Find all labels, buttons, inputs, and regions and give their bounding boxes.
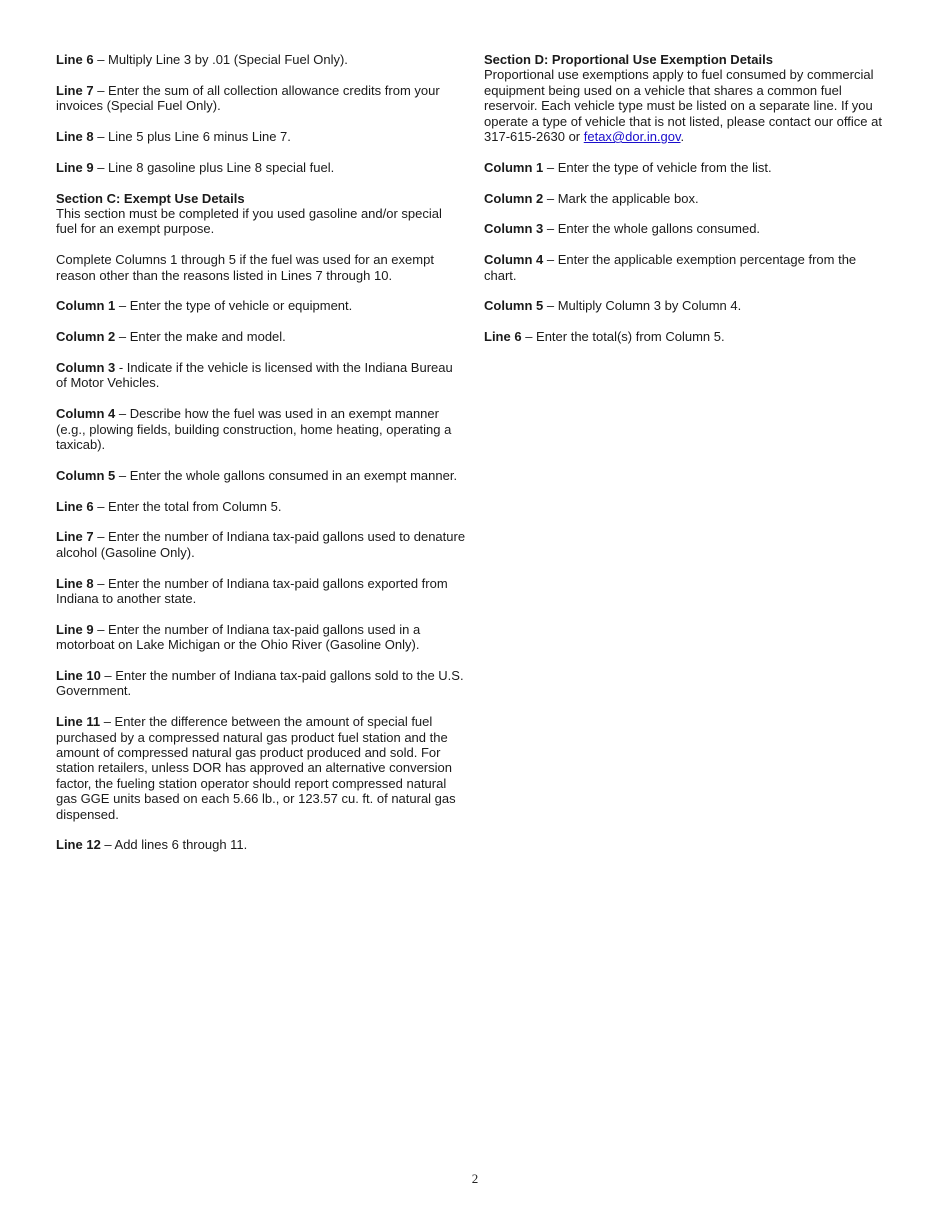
- instruction-column-4: Column 4 – Describe how the fuel was used in an exempt manner (e.g., plowing fields, building construction, home heating, operating a taxicab).: [56, 406, 452, 453]
- section-d-body: Proportional use exemptions apply to fuel consumed by commercial equipment being used on a vehicle that shares a common fuel reservoir. Each vehicle type must be listed on a separate line. If you operate a type of vehicle that is not listed, please contact our office at 317-615-2630 or: [484, 67, 882, 145]
- instruction-line-6: Line 6 – Multiply Line 3 by .01 (Special Fuel Only).: [56, 52, 348, 67]
- instruction-line-9: Line 9 – Line 8 gasoline plus Line 8 special fuel.: [56, 159, 335, 175]
- instruction-c-line-9: Line 9 – Enter the number of Indiana tax-paid gallons used in a motorboat on Lake Michigan or the Ohio River (Gasoline Only).: [56, 621, 421, 653]
- right-column: [484, 52, 888, 360]
- left-column: [56, 52, 466, 868]
- instruction-c-line-11: Line 11 – Enter the difference between the amount of special fuel purchased by a compressed natural gas product fuel station and the amount of compressed natural gas product produced and sold. For station retailers, unless DOR has approved an alternative conversion factor, the fueling station operator should report compressed natural gas GGE units based on each 5.66 lb., or 123.57 cu. ft. of natural gas dispensed.: [56, 714, 456, 822]
- instruction-c-line-10: Line 10 – Enter the number of Indiana tax-paid gallons sold to the U.S. Government.: [56, 668, 464, 699]
- instruction-d-column-2: Column 2 – Mark the applicable box.: [484, 190, 699, 206]
- instruction-column-5: Column 5 – Enter the whole gallons consumed in an exempt manner.: [56, 467, 458, 483]
- instruction-d-column-1: Column 1 – Enter the type of vehicle from the list.: [484, 159, 772, 175]
- instruction-c-line-7: Line 7 – Enter the number of Indiana tax-paid gallons used to denature alcohol (Gasoline Only).: [56, 529, 466, 560]
- section-c-note: Complete Columns 1 through 5 if the fuel was used for an exempt reason other than the reasons listed in Lines 7 through 10.: [56, 252, 434, 283]
- instruction-line-7: Line 7 – Enter the sum of all collection allowance credits from your invoices (Special Fuel Only).: [56, 82, 440, 114]
- section-c-body: This section must be completed if you used gasoline and/or special fuel for an exempt purpose.: [56, 206, 442, 237]
- instruction-d-column-5: Column 5 – Multiply Column 3 by Column 4.: [484, 298, 742, 314]
- instruction-column-3: Column 3 - Indicate if the vehicle is licensed with the Indiana Bureau of Motor Vehicles.: [56, 360, 453, 391]
- instruction-column-1: Column 1 – Enter the type of vehicle or equipment.: [56, 298, 353, 314]
- instruction-d-column-3: Column 3 – Enter the whole gallons consumed.: [484, 221, 761, 237]
- instruction-column-2: Column 2 – Enter the make and model.: [56, 329, 286, 345]
- section-c-heading: Section C: Exempt Use Details: [56, 190, 245, 206]
- section-d-heading: Section D: Proportional Use Exemption Details: [484, 52, 773, 67]
- page-number: 2: [471, 1171, 479, 1186]
- email-link[interactable]: fetax@dor.in.gov: [583, 129, 681, 145]
- section-d: Section D: Proportional Use Exemption Details Proportional use exemptions apply to fuel consumed by commercial equipment being used on a vehicle that shares a common fuel reservoir. Each vehicle type must be listed on a separate line. If you operate a type of vehicle that is not listed, please contact our office at 317-615-2630 or fetax@dor.in.gov.: [484, 52, 888, 144]
- instruction-c-line-12: Line 12 – Add lines 6 through 11.: [56, 837, 248, 853]
- instruction-d-line-6: Line 6 – Enter the total(s) from Column 5.: [484, 329, 725, 345]
- instruction-line-8: Line 8 – Line 5 plus Line 6 minus Line 7.: [56, 129, 291, 144]
- instruction-c-line-8: Line 8 – Enter the number of Indiana tax-paid gallons exported from Indiana to another state.: [56, 575, 448, 607]
- instruction-c-line-6: Line 6 – Enter the total from Column 5.: [56, 498, 282, 514]
- instruction-d-column-4: Column 4 – Enter the applicable exemption percentage from the chart.: [484, 252, 857, 283]
- section-c: [56, 191, 466, 237]
